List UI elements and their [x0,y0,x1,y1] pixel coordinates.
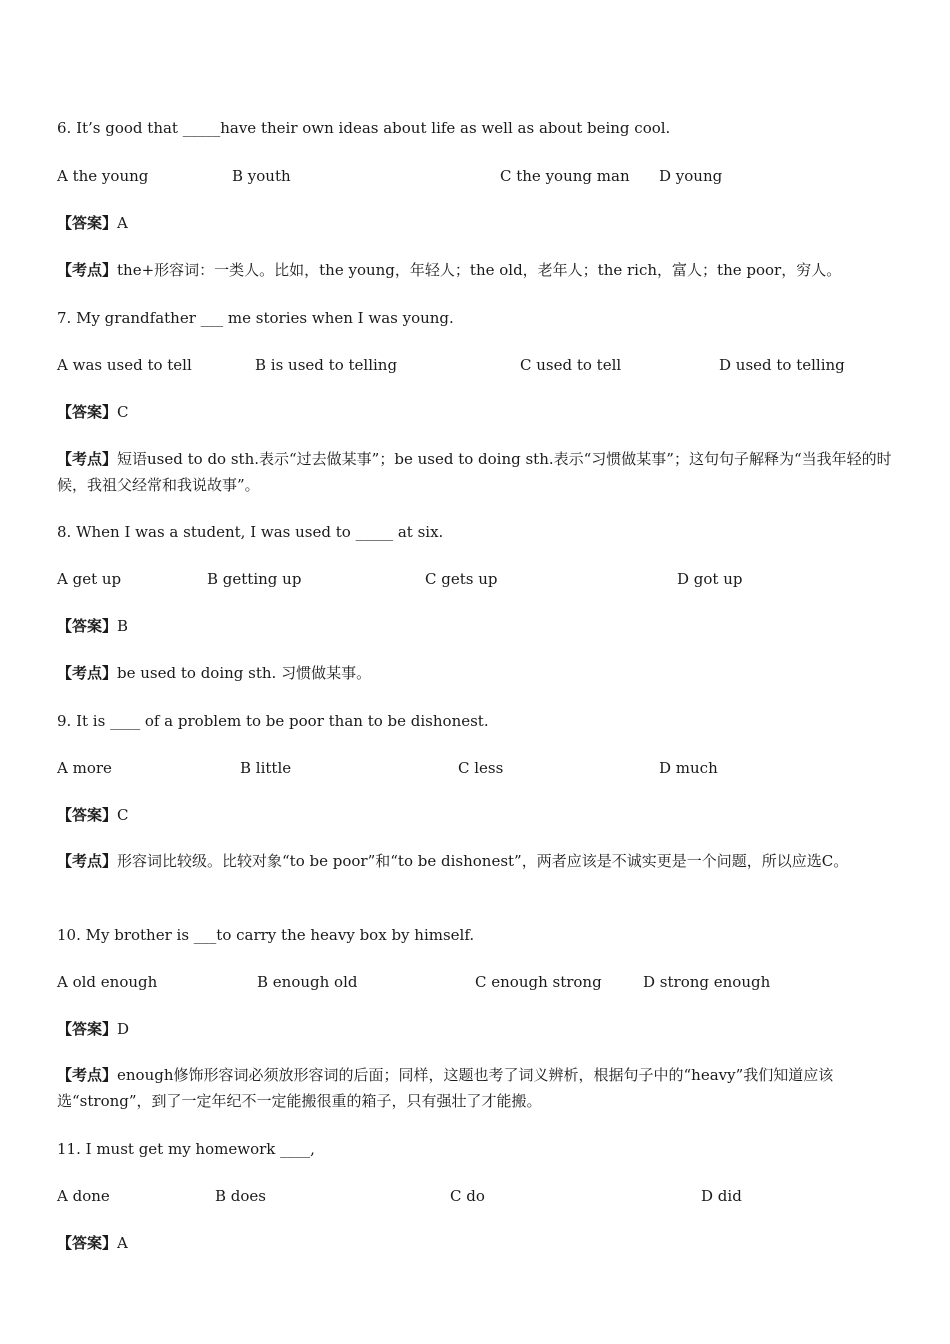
point-text: 形容词比较级。比较对象“to be poor”和“to be dishonest”，两者应该是不诚实更是一个问题，所以应选C。 [117,852,849,870]
question-10-option-d: D strong enough [643,973,771,991]
answer-value: B [117,617,129,635]
question-9-answer [57,805,129,825]
answer-value: C [117,806,129,824]
answer-tag: 【答案】 [57,403,118,421]
question-8-option-b: B getting up [207,570,302,588]
answer-value: A [117,1234,128,1252]
question-10-option-c: C enough strong [475,973,602,991]
point-tag: 【考点】 [57,450,118,468]
question-9-option-d: D much [659,759,718,777]
question-8-answer [57,616,128,636]
question-9-stem: 9. It is ____ of a problem to be poor than to be dishonest. [57,712,489,730]
question-7-stem: 7. My grandfather ___ me stories when I was young. [57,309,454,327]
question-7-answer [57,402,129,422]
answer-tag: 【答案】 [57,1234,118,1252]
question-8-point [57,663,371,683]
question-6-option-d: D young [659,167,723,185]
question-6-option-c: C the young man [500,167,630,185]
question-7-option-c: C used to tell [520,356,622,374]
question-10-option-b: B enough old [257,973,358,991]
answer-value: C [117,403,129,421]
question-11-option-d: D did [701,1187,742,1205]
question-9-option-c: C less [458,759,504,777]
question-10-stem: 10. My brother is ___to carry the heavy box by himself. [57,926,475,944]
point-tag: 【考点】 [57,852,118,870]
point-text: the+形容词：一类人。比如，the young，年轻人；the old，老年人；the rich，富人；the poor，穷人。 [117,261,842,279]
question-7-option-d: D used to telling [719,356,845,374]
point-text: 短语used to do sth.表示“过去做某事”；be used to doing sth.表示“习惯做某事”；这句句子解释为“当我年轻的时候，我祖父经常和我说故事”。 [57,450,892,494]
question-9-option-a: A more [57,759,112,777]
question-6-stem: 6. It’s good that _____have their own ideas about life as well as about being cool. [57,119,671,137]
question-8-option-d: D got up [677,570,743,588]
question-6-option-b: B youth [232,167,291,185]
question-8-option-c: C gets up [425,570,498,588]
question-10-option-a: A old enough [57,973,158,991]
point-text: be used to doing sth. 习惯做某事。 [117,664,372,682]
answer-tag: 【答案】 [57,617,118,635]
point-tag: 【考点】 [57,261,118,279]
question-7-option-a: A was used to tell [57,356,192,374]
question-7-option-b: B is used to telling [255,356,398,374]
question-11-option-b: B does [215,1187,266,1205]
question-9-option-b: B little [240,759,292,777]
answer-tag: 【答案】 [57,806,118,824]
point-tag: 【考点】 [57,664,118,682]
question-10-point [57,1062,895,1114]
answer-value: D [117,1020,130,1038]
answer-tag: 【答案】 [57,1020,118,1038]
point-text: enough修饰形容词必须放形容词的后面；同样，这题也考了词义辨析，根据句子中的“heavy”我们知道应该选“strong”，到了一定年纪不一定能搬很重的箱子，只有强壮了才能搬。 [57,1066,834,1110]
question-6-point [57,260,841,280]
answer-tag: 【答案】 [57,214,118,232]
question-6-answer [57,213,128,233]
question-11-answer [57,1233,128,1253]
answer-value: A [117,214,128,232]
question-10-answer [57,1019,129,1039]
question-6-option-a: A the young [57,167,149,185]
question-11-option-c: C do [450,1187,485,1205]
question-8-stem: 8. When I was a student, I was used to _____ at six. [57,523,444,541]
question-7-point [57,446,895,498]
question-11-option-a: A done [57,1187,110,1205]
point-tag: 【考点】 [57,1066,118,1084]
question-8-option-a: A get up [57,570,122,588]
question-11-stem: 11. I must get my homework ____, [57,1140,315,1158]
question-9-point [57,848,895,874]
